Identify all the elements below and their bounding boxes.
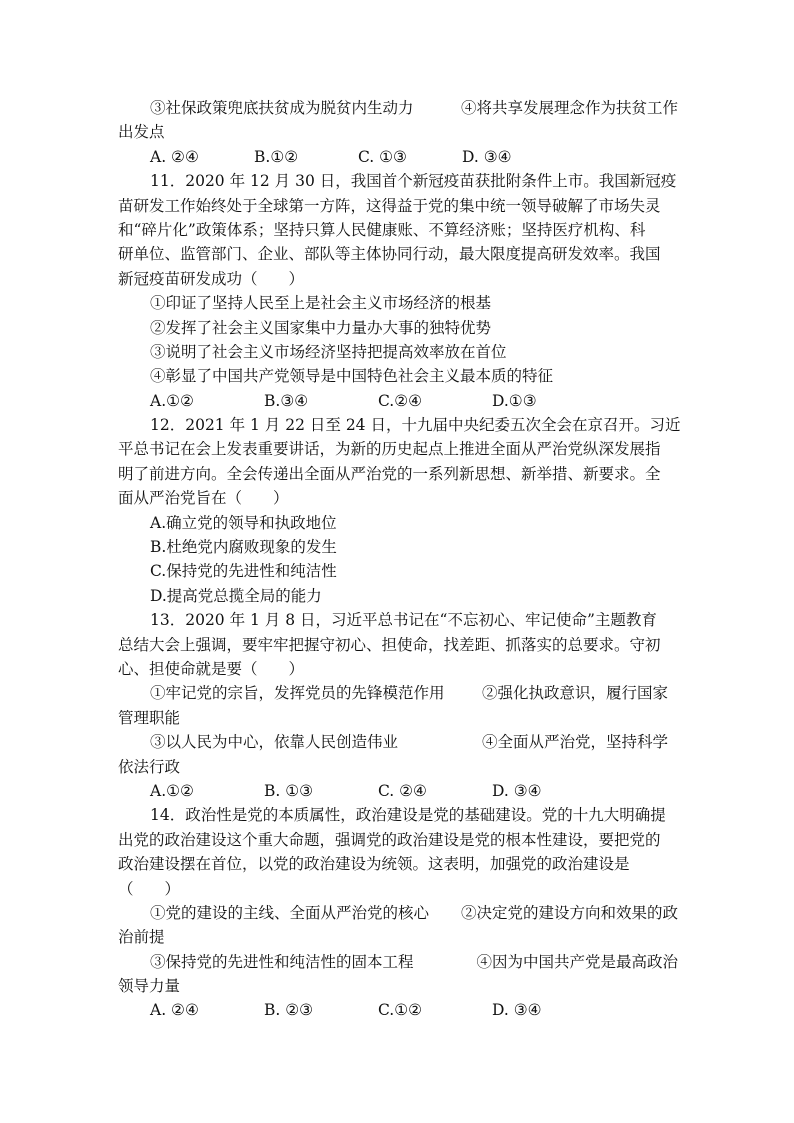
option-4: ④将共享发展理念作为扶贫工作 <box>460 99 678 117</box>
question-stem-line: 新冠疫苗研发成功（ ） <box>118 269 305 288</box>
option-4: ④因为中国共产党是最高政治 <box>476 952 678 971</box>
question-stem-line: 明了前进方向。全会传递出全面从严治党的一系列新思想、新举措、新要求。全 <box>118 464 661 483</box>
question-stem-line: 平总书记在会上发表重要讲话，为新的历史起点上推进全面从严治党纵深发展指 <box>118 440 661 459</box>
option-3: ③说明了社会主义市场经济坚持把提高效率放在首位 <box>150 342 507 361</box>
question-10-tail <box>118 96 678 169</box>
option-2: ②决定党的建设方向和效果的政 <box>460 903 678 922</box>
answer-a: A.①② <box>150 781 194 800</box>
answer-a: A. ②④ <box>150 147 199 166</box>
option-2: ②发挥了社会主义国家集中力量办大事的独特优势 <box>150 318 492 337</box>
option-row <box>118 681 678 705</box>
question-14 <box>118 803 678 1023</box>
question-stem-line: 面从严治党旨在（ ） <box>118 489 289 508</box>
answer-a: A.①② <box>150 391 194 410</box>
option-row <box>118 950 678 974</box>
answer-d: D.提高党总揽全局的能力 <box>150 586 322 605</box>
answer-choices <box>118 389 678 413</box>
option-row <box>118 901 678 925</box>
answer-c: C.②④ <box>378 391 423 410</box>
option-4-continuation: 依法行政 <box>118 757 181 776</box>
question-stem-line: 和“碎片化”政策体系；坚持只算人民健康账、不算经济账；坚持医疗机构、科 <box>118 220 646 239</box>
answer-choices <box>118 998 678 1022</box>
question-stem-line: 苗研发工作始终处于全球第一方阵，这得益于党的集中统一领导破解了市场失灵 <box>118 196 661 215</box>
option-2-continuation: 管理职能 <box>118 708 181 727</box>
question-stem-line: 12．2021 年 1 月 22 日至 24 日，十九届中央纪委五次全会在京召开。习近 <box>150 416 681 435</box>
question-stem-line: 心、担使命就是要（ ） <box>118 659 305 678</box>
answer-d: D. ③④ <box>492 1001 542 1020</box>
question-stem-line: 政治建设摆在首位，以党的政治建设为统领。这表明，加强党的政治建设是 <box>118 855 630 874</box>
question-13 <box>118 608 678 803</box>
option-4: ④彰显了中国共产党领导是中国特色社会主义最本质的特征 <box>150 367 554 386</box>
option-2: ②强化执政意识，履行国家 <box>482 684 669 703</box>
question-11 <box>118 169 678 413</box>
answer-c: C. ②④ <box>378 781 427 800</box>
option-1: ①印证了坚持人民至上是社会主义市场经济的根基 <box>150 294 492 313</box>
question-stem-line: 出党的政治建设这个重大命题，强调党的政治建设是党的根本性建设，要把党的 <box>118 830 661 849</box>
option-1: ①牢记党的宗旨，发挥党员的先锋模范作用 <box>150 684 445 703</box>
option-3: ③社保政策兜底扶贫成为脱贫内生动力 <box>150 99 414 117</box>
option-4-continuation: 出发点 <box>118 123 165 142</box>
question-content <box>118 96 681 1023</box>
option-3: ③保持党的先进性和纯洁性的固本工程 <box>150 952 414 971</box>
option-4: ④全面从严治党，坚持科学 <box>482 733 669 752</box>
option-2-continuation: 治前提 <box>118 928 165 947</box>
answer-c: C. ①③ <box>358 147 407 166</box>
question-stem-line: 11．2020 年 12 月 30 日，我国首个新冠疫苗获批附条件上市。我国新冠疫 <box>150 172 677 191</box>
answer-b: B. ②③ <box>264 1001 314 1020</box>
answer-choices <box>118 145 678 169</box>
question-stem-line: 研单位、监管部门、企业、部队等主体协同行动，最大限度提高研发效率。我国 <box>118 245 661 264</box>
answer-b: B.①② <box>254 147 299 166</box>
option-4-continuation: 领导力量 <box>118 977 181 996</box>
answer-a: A.确立党的领导和执政地位 <box>150 513 337 532</box>
question-12 <box>118 413 681 608</box>
option-1: ①党的建设的主线、全面从严治党的核心 <box>150 903 430 922</box>
option-3: ③以人民为中心，依靠人民创造伟业 <box>150 733 399 752</box>
answer-choices <box>118 779 678 803</box>
answer-c: C.保持党的先进性和纯洁性 <box>150 562 337 581</box>
question-stem-line: 13．2020 年 1 月 8 日，习近平总书记在“不忘初心、牢记使命”主题教育 <box>150 611 657 630</box>
option-row <box>118 730 678 754</box>
question-stem-line: 14．政治性是党的本质属性，政治建设是党的基础建设。党的十九大明确提 <box>150 806 666 825</box>
question-stem-line: （ ） <box>118 879 181 898</box>
answer-d: D.①③ <box>492 391 537 410</box>
answer-c: C.①② <box>378 1001 423 1020</box>
answer-b: B.杜绝党内腐败现象的发生 <box>150 538 337 557</box>
option-row <box>118 96 678 120</box>
answer-a: A. ②④ <box>150 1001 199 1020</box>
question-stem-line: 总结大会上强调，要牢牢把握守初心、担使命，找差距、抓落实的总要求。守初 <box>118 635 661 654</box>
answer-d: D. ③④ <box>462 147 512 166</box>
answer-b: B. ①③ <box>264 781 314 800</box>
answer-d: D. ③④ <box>492 781 542 800</box>
answer-b: B.③④ <box>264 391 309 410</box>
